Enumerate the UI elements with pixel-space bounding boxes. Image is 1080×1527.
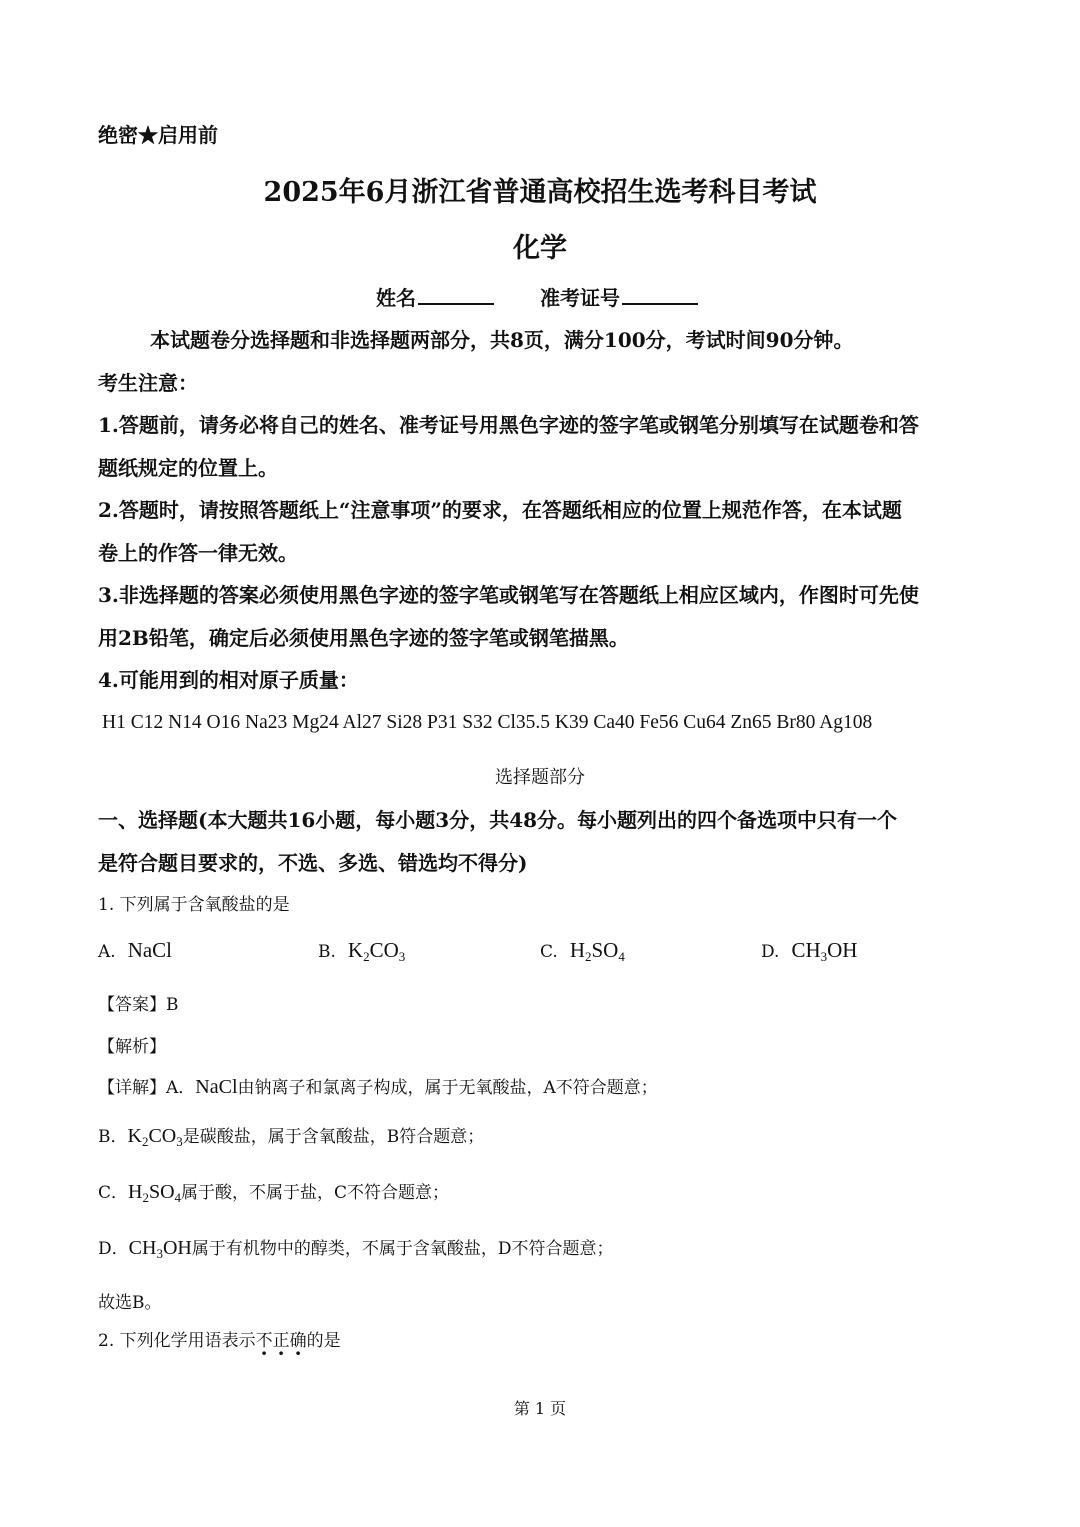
confidential-mark: 绝密★启用前 [98, 123, 218, 147]
exam-title: 2025年6月浙江省普通高校招生选考科目考试 [263, 177, 817, 208]
name-blank [418, 285, 494, 305]
page-number: 第 1 页 [513, 1399, 567, 1418]
atomic-masses: H1 C12 N14 O16 Na23 Mg24 Al27 Si28 P31 S32 Cl35.5 K39 Ca40 Fe56 Cu64 Zn65 Br80 Ag108 [102, 712, 873, 733]
notice-item-1-line-2: 题纸规定的位置上。 [98, 456, 278, 480]
option-a [98, 938, 172, 963]
answer-line: 【答案】B [98, 995, 179, 1015]
option-b-formula: $K_2CO_3$ [347, 938, 406, 964]
intro-text: 本试题卷分选择题和非选择题两部分，共8页，满分100分，考试时间90分钟。 [150, 328, 854, 352]
detail-c: C．$H_2SO_4$属于酸，不属于盐，C不符合题意； [98, 1181, 450, 1205]
option-c-formula: $H_2SO_4$ [569, 938, 625, 964]
conclusion: 故选B。 [98, 1293, 162, 1313]
question-2-stem: 2. 下列化学用语表示不正确的是 [98, 1331, 341, 1351]
id-label: 准考证号 [540, 286, 620, 310]
notice-item-2-line-2: 卷上的作答一律无效。 [98, 541, 298, 565]
option-c [540, 938, 625, 963]
name-field [376, 282, 494, 311]
section-title: 选择题部分 [495, 767, 585, 788]
question-1-stem: 1. 下列属于含氧酸盐的是 [98, 895, 290, 915]
notice-item-2-line-1: 2.答题时，请按照答题纸上“注意事项”的要求，在答题纸相应的位置上规范作答，在本试题 [98, 498, 902, 522]
option-b [318, 938, 405, 963]
id-blank [622, 285, 698, 305]
notice-heading: 考生注意： [98, 371, 198, 395]
section-heading-line-2: 是符合题目要求的，不选、多选、错选均不得分) [98, 851, 528, 875]
section-heading-line-1: 一、选择题(本大题共16小题，每小题3分，共48分。每小题列出的四个备选项中只有一个 [98, 808, 898, 832]
detail-d: D．$CH_3OH$属于有机物中的醇类，不属于含氧酸盐，D不符合题意； [98, 1237, 614, 1261]
option-a-formula: NaCl [127, 938, 173, 962]
option-c-label: C. [540, 942, 558, 962]
id-field [540, 282, 698, 311]
name-label: 姓名 [376, 286, 416, 310]
detail-b: B．$K_2CO_3$是碳酸盐，属于含氧酸盐，B符合题意； [98, 1125, 485, 1149]
option-d-formula: $CH_3OH$ [791, 938, 858, 964]
detail-a: 【详解】A．NaCl由钠离子和氯离子构成，属于无氧酸盐，A不符合题意； [98, 1076, 658, 1098]
option-d-label: D. [761, 942, 780, 962]
subject-title: 化学 [513, 233, 567, 264]
notice-item-3-line-1: 3.非选择题的答案必须使用黑色字迹的签字笔或钢笔写在答题纸上相应区域内，作图时可先使 [98, 583, 919, 607]
option-b-label: B. [318, 942, 336, 962]
notice-item-4: 4.可能用到的相对原子质量： [98, 668, 359, 692]
analysis-heading: 【解析】 [98, 1037, 166, 1057]
option-d [761, 938, 857, 963]
notice-item-3-line-2: 用2B铅笔，确定后必须使用黑色字迹的签字笔或钢笔描黑。 [98, 626, 629, 650]
notice-item-1-line-1: 1.答题前，请务必将自己的姓名、准考证号用黑色字迹的签字笔或钢笔分别填写在试题卷和答 [98, 413, 919, 437]
option-a-label: A. [98, 942, 116, 962]
